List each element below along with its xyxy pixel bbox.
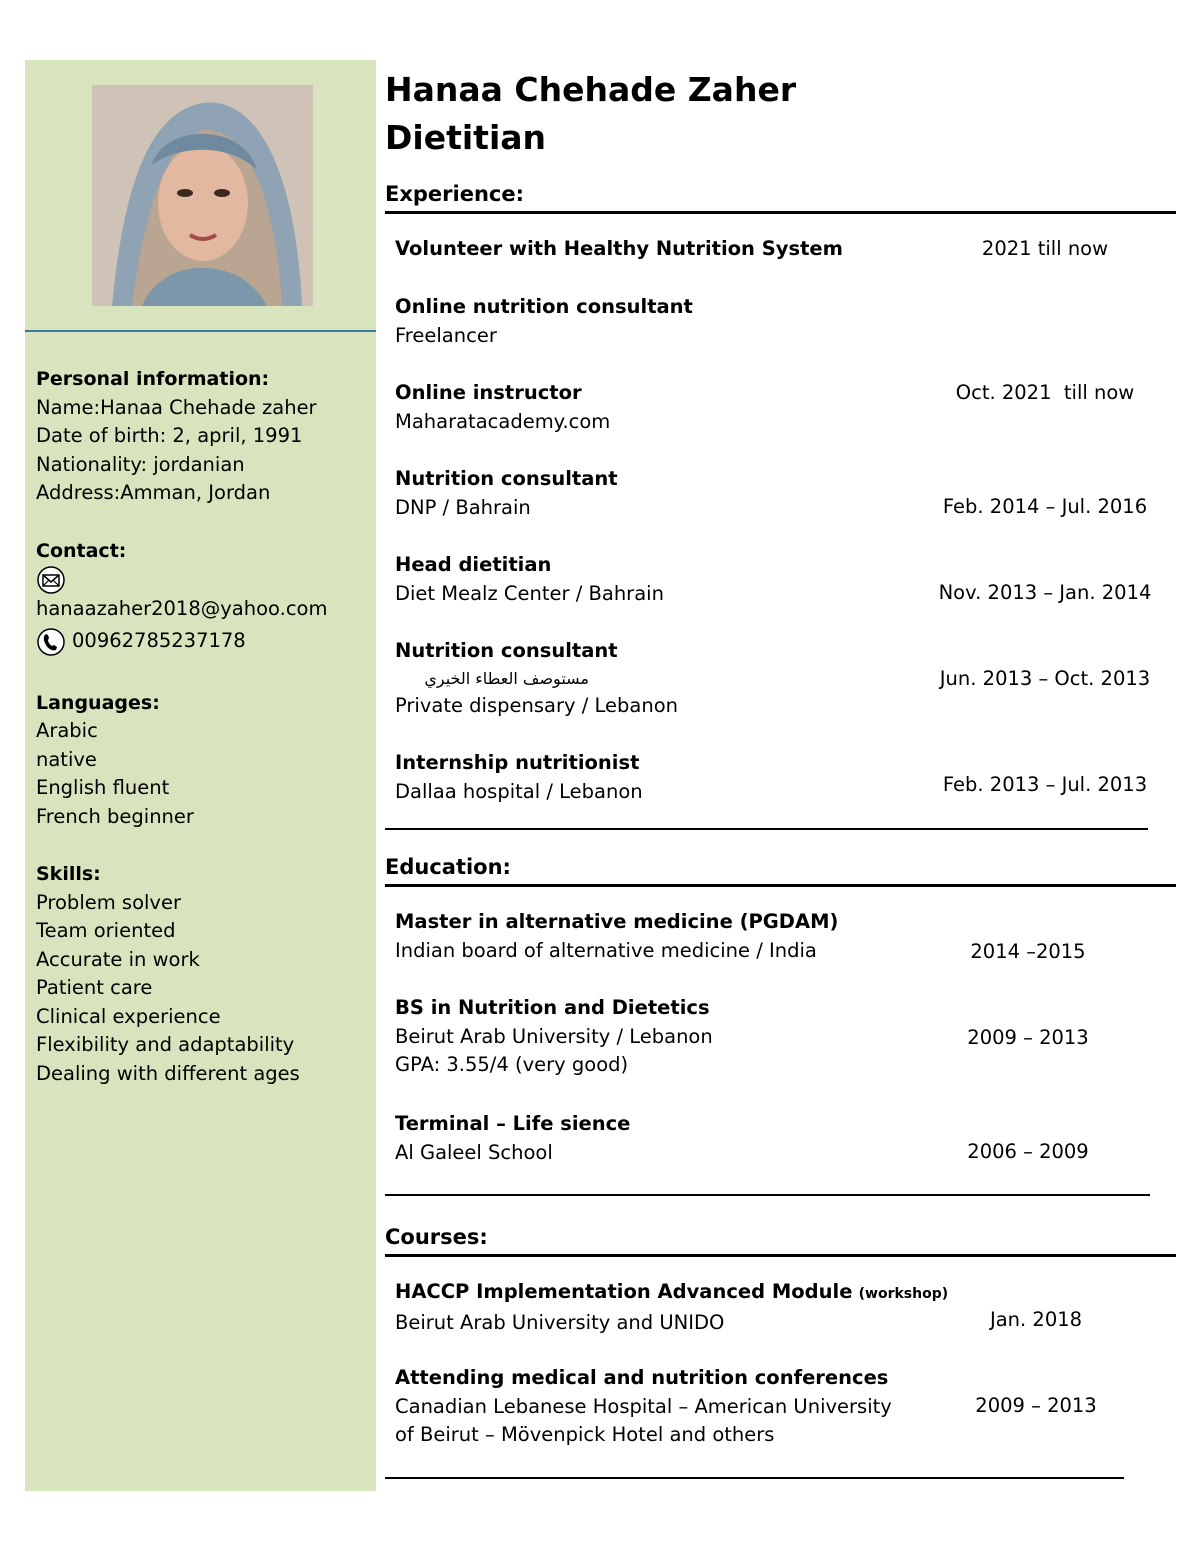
experience-date: 2021 till now [981,237,1109,260]
person-name: Hanaa Chehade Zaher [385,70,797,109]
experience-date: Feb. 2014 – Jul. 2016 [942,495,1148,518]
languages-heading: Languages: [36,691,160,714]
personal-dob: Date of birth: 2, april, 1991 [36,424,303,447]
education-date: 2014 –2015 [970,940,1086,963]
skill-item: Accurate in work [36,947,200,971]
courses-end-rule [385,1477,1124,1479]
education-item [395,994,955,1080]
contact-heading: Contact: [36,539,127,562]
experience-end-rule [385,828,1148,830]
education-heading: Education: [385,855,511,879]
skill-item: Dealing with different ages [36,1061,300,1085]
course-item [395,1364,935,1450]
course-item [395,1278,955,1337]
contact-email[interactable]: hanaazaher2018@yahoo.com [36,597,328,620]
experience-item [395,379,955,436]
personal-address: Address:Amman, Jordan [36,481,271,504]
personal-name: Name:Hanaa Chehade zaher [36,395,317,419]
sidebar-divider [25,330,376,332]
experience-item [395,749,955,806]
skill-item: Team oriented [36,919,176,942]
experience-title: Nutrition consultant [395,467,618,490]
language-item: native [36,747,97,771]
experience-title: Volunteer with Healthy Nutrition System [395,237,843,260]
job-title: Dietitian [385,118,547,157]
education-date: 2009 – 2013 [967,1026,1089,1049]
experience-org: DNP / Bahrain [395,495,531,519]
personal-nationality: Nationality: jordanian [36,452,245,476]
experience-item [395,637,955,720]
experience-title: Online instructor [395,381,582,404]
experience-org-arabic: مستوصف العطاء الخيري [424,668,589,688]
experience-item [395,465,955,522]
language-item: Arabic [36,719,98,742]
experience-date: Nov. 2013 – Jan. 2014 [938,581,1152,604]
course-org: of Beirut – Mövenpick Hotel and others [395,1423,775,1446]
education-org: Al Galeel School [395,1140,553,1164]
experience-rule [385,211,1176,214]
experience-heading: Experience: [385,182,525,206]
experience-title: Internship nutritionist [395,751,640,774]
experience-title: Head dietitian [395,553,552,576]
experience-item [395,293,955,350]
contact-phone[interactable]: 00962785237178 [72,629,246,653]
language-item: French beginner [36,804,194,828]
experience-item [395,235,955,264]
experience-org: Maharatacademy.com [395,409,611,433]
courses-heading: Courses: [385,1225,488,1249]
phone-icon [36,627,66,657]
experience-date: Jun. 2013 – Oct. 2013 [939,667,1151,690]
education-org: Indian board of alternative medicine / India [395,938,817,962]
course-org: Canadian Lebanese Hospital – American University [395,1394,892,1418]
education-item [395,908,955,965]
experience-title: Nutrition consultant [395,639,618,662]
education-title: Master in alternative medicine (PGDAM) [395,910,839,933]
course-title: HACCP Implementation Advanced Module [395,1280,853,1303]
skill-item: Clinical experience [36,1004,221,1028]
education-rule [385,884,1176,887]
skills-heading: Skills: [36,863,101,885]
experience-title: Online nutrition consultant [395,295,693,318]
language-item: English fluent [36,776,170,799]
experience-date: Oct. 2021 till now [955,381,1135,404]
course-title: Attending medical and nutrition conferences [395,1366,889,1389]
education-org: Beirut Arab University / Lebanon [395,1024,713,1048]
course-org: Beirut Arab University and UNIDO [395,1310,725,1334]
skill-item: Patient care [36,976,153,999]
profile-photo [92,85,313,306]
portrait-image [92,85,313,306]
education-item [395,1110,955,1167]
course-date: 2009 – 2013 [975,1394,1097,1417]
personal-info-heading: Personal information: [36,368,270,390]
sidebar [25,60,376,1491]
sidebar-content [36,365,371,1088]
education-gpa: GPA: 3.55/4 (very good) [395,1053,629,1076]
experience-date: Feb. 2013 – Jul. 2013 [942,773,1148,796]
education-date: 2006 – 2009 [967,1140,1089,1163]
experience-org: Diet Mealz Center / Bahrain [395,581,664,605]
courses-rule [385,1254,1176,1257]
education-title: Terminal – Life sience [395,1112,631,1135]
skill-item: Problem solver [36,890,181,914]
experience-org: Dallaa hospital / Lebanon [395,779,643,803]
experience-org: Freelancer [395,323,497,347]
experience-org: Private dispensary / Lebanon [395,693,678,717]
course-note: (workshop) [858,1286,949,1302]
experience-item [395,551,955,608]
email-icon [36,565,66,595]
skill-item: Flexibility and adaptability [36,1033,295,1056]
education-title: BS in Nutrition and Dietetics [395,996,710,1019]
header [385,66,796,162]
education-end-rule [385,1194,1150,1196]
course-date: Jan. 2018 [989,1308,1083,1331]
